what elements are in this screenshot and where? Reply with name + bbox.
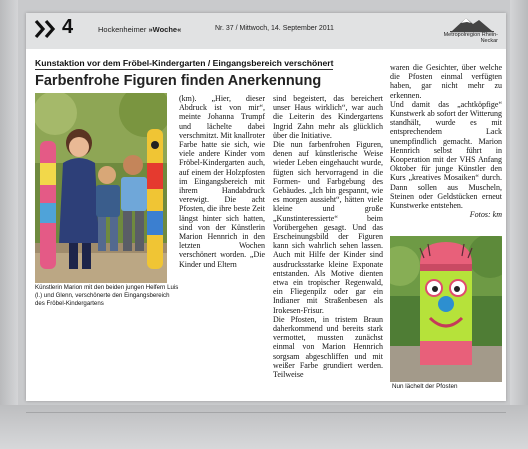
article-kicker: Kunstaktion vor dem Fröbel-Kindergarten / Eingangsbereich verschönert [35, 58, 334, 68]
newspaper-page [26, 13, 506, 401]
issue-info: Nr. 37 / Mittwoch, 14. September 2011 [215, 25, 334, 32]
page-number: 4 [62, 16, 74, 38]
paper-prefix: Hockenheimer [98, 25, 149, 34]
article-headline: Farbenfrohe Figuren finden Anerkennung [35, 73, 322, 89]
photo-credit: Fotos: km [469, 210, 502, 220]
artist-with-children-photo [35, 93, 167, 283]
smiling-pillar-photo [390, 236, 502, 382]
bottom-divider [26, 412, 506, 413]
column-1-text: (km). „Hier, dieser Abdruck ist von mir“, meinte Johanna Trumpf und lächelte dabei verschmitzt. Mit knallroter Farbe hatte sie sich, wie viele andere Kinder vom Fröbel-Kindergarten auch, auf einem der Holzpfosten im Eingangsbereich mit ihrem Handabdruck verewigt. Die acht Pfosten, die ihre beste Zeit längst hinter sich hatten, sind von der Künstlerin Marion Hennrich in den letzten Wochen verschönert worden. „Die Kinder und Eltern [179, 94, 265, 269]
column-2-text: sind begeistert, das bereichert unser Haus wirklich“, war auch die Leiterin des Kindergartens Ingrid Zahn mehr als glücklich über die Initiative. Die nun farbenfrohen Figuren, denen auf künstlerische Weise wieder Leben eingehaucht wurde, fügten sich hervorragend in die Formen- und Farbgebung des Gebäudes. „Ich bin gespannt, wie es morgen aussieht“, hätten viele kleine und große „Kunstinteressierte“ beim Vorübergehen gesagt. Und das Erscheinungsbild der Figuren kann sich wahrlich sehen lassen. Auch mit Hilfe der Kinder sind ausdrucksstarke kleine Exponate entstanden. Als Motive dienten etwa ein tropischer Regenwald, ein Fliegenpilz oder gar ein Indianer mit Straßenbesen als Irokesen-Frisur. Die Pfosten, in tristem Braun daherkommend und bereits stark vermottet, mussten zunächst einmal von Marion Hennrich sorgsam abgeschliffen und mit weißer Farbe grundiert werden. Teilweise [273, 94, 383, 380]
paper-name [98, 25, 181, 34]
double-chevron-icon [34, 18, 58, 40]
paper-brand: »Woche« [148, 25, 182, 34]
column-3-text: waren die Gesichter, über welche die Pfosten einmal verfügten haben, gar nicht mehr zu erkennen. Und damit das „achtköpfige“ Kunstwerk ab sofort der Witterung standhält, wurde es mit entsprechendem Lack unempfindlich gemacht. Marion Hennrich selbst führt in Kooperation mit der VHS Anfang Oktober für junge Künstler den Kurs „kreatives Mosaiken“ durch. Dann sollen aus Muscheln, Steinen oder Geldstücken erneut Kunstwerke entstehen. [390, 63, 502, 211]
article-column-3 [390, 63, 502, 219]
page-header [26, 13, 506, 49]
article-column-2 [273, 94, 383, 379]
logo-text: Metropolregion Rhein-Neckar [443, 32, 498, 44]
photo1-caption: Künstlerin Marion mit den beiden jungen Helfern Luis (l.) und Glenn, verschönerte den Eingangsbereich des Fröbel-Kindergartens [35, 284, 179, 307]
right-frame [510, 0, 528, 449]
left-frame [0, 0, 18, 449]
article-column-1 [179, 94, 265, 269]
photo2-caption: Nun lächelt der Pfosten [392, 383, 458, 390]
